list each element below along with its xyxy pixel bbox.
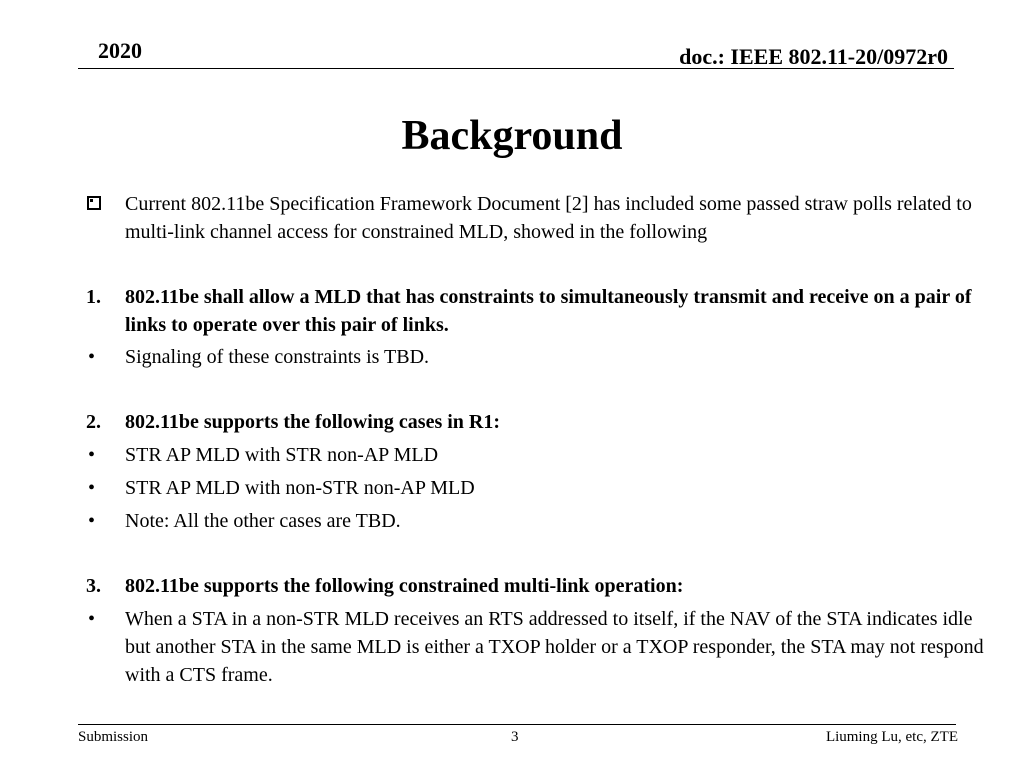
- square-bullet-icon: [87, 196, 101, 210]
- bullet-text: Signaling of these constraints is TBD.: [125, 346, 430, 368]
- bullet-icon: •: [88, 608, 96, 630]
- item-heading: 802.11be supports the following constrained multi-link operation:: [125, 575, 684, 597]
- header-divider: [78, 68, 954, 69]
- footer-author: Liuming Lu, etc, ZTE: [825, 729, 958, 745]
- item-heading: 802.11be shall allow a MLD that has constraints to simultaneously transmit and receive on a pair of links to operate over this pair of links.: [125, 286, 972, 336]
- bullet-icon: •: [88, 346, 96, 368]
- bullet-text: When a STA in a non-STR MLD receives an RTS addressed to itself, if the NAV of the STA indicates idle but another STA in the same MLD is either a TXOP holder or a TXOP responder, the STA may not respond with a CTS frame.: [125, 608, 984, 686]
- slide-title: Background: [401, 113, 623, 159]
- item-number: 3.: [86, 575, 101, 597]
- page-number: 3: [511, 729, 519, 745]
- document-id: doc.: IEEE 802.11-20/0972r0: [679, 44, 948, 69]
- bullet-text: Note: All the other cases are TBD.: [125, 510, 401, 532]
- bullet-icon: •: [88, 444, 96, 466]
- bullet-icon: •: [88, 477, 96, 499]
- header-year: 2020: [98, 38, 142, 63]
- intro-text: Current 802.11be Specification Framework Document [2] has included some passed straw polls related to multi-link channel access for constrained MLD, showed in the following: [125, 193, 972, 243]
- item-heading: 802.11be supports the following cases in R1:: [125, 411, 501, 433]
- bullet-text: STR AP MLD with STR non-AP MLD: [125, 444, 439, 466]
- item-number: 2.: [86, 411, 101, 433]
- item-number: 1.: [86, 286, 101, 308]
- bullet-icon: •: [88, 510, 96, 532]
- footer-submission: Submission: [78, 729, 149, 745]
- footer-divider: [78, 724, 956, 725]
- bullet-text: STR AP MLD with non-STR non-AP MLD: [125, 477, 475, 499]
